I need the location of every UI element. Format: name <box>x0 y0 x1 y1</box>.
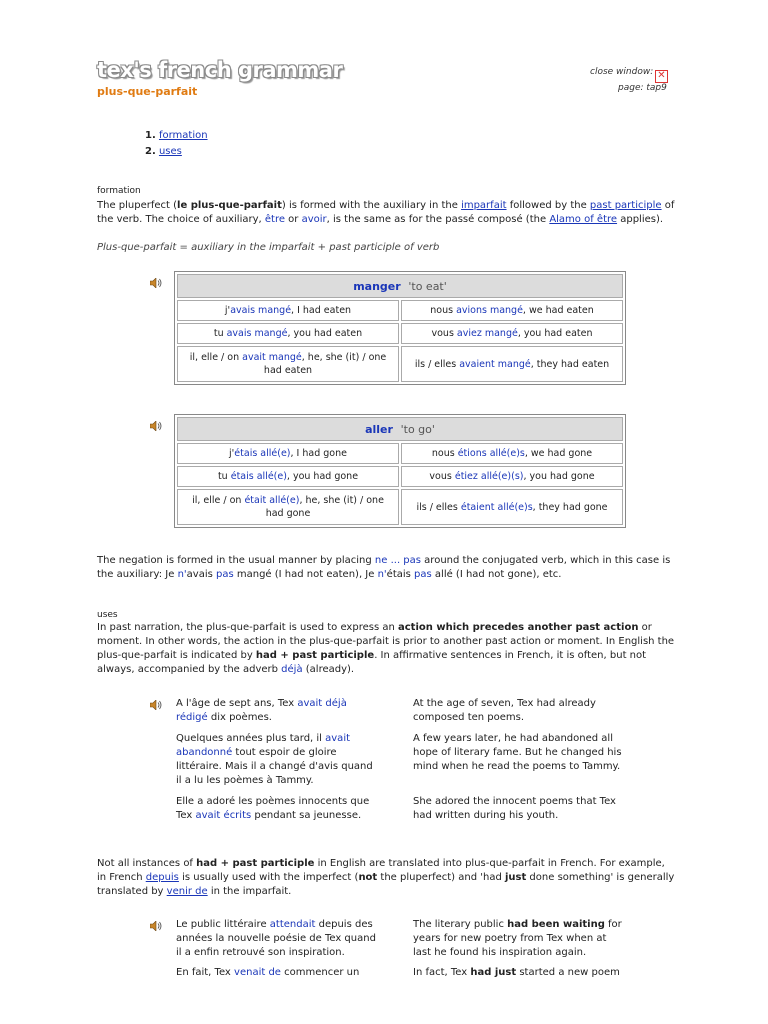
close-window-label: close window: <box>590 67 654 77</box>
table-cell: vous étiez allé(e)(s), you had gone <box>401 466 623 487</box>
example-french: A l'âge de sept ans, Tex avait déjà rédigé dix poèmes. <box>176 698 347 723</box>
link-venir-de[interactable]: venir de <box>166 886 208 897</box>
table-cell: j'avais mangé, I had eaten <box>177 300 399 321</box>
example-english: The literary public had been waiting for years for new poetry from Tex when at last he found his inspiration again. <box>413 919 622 958</box>
table-cell: il, elle / on avait mangé, he, she (it) / one had eaten <box>177 346 399 382</box>
toc-item <box>145 128 208 144</box>
example-english: In fact, Tex had just started a new poem <box>413 967 620 978</box>
table-cell: ils / elles avaient mangé, they had eaten <box>401 346 623 382</box>
table-of-contents <box>145 128 208 160</box>
speaker-icon[interactable] <box>150 278 162 288</box>
example-french: Le public littéraire attendait depuis des années la nouvelle poésie de Tex quand il a enfin retrouvé son inspiration. <box>176 919 376 958</box>
table-cell: il, elle / on était allé(e), he, she (it) / one had gone <box>177 489 399 525</box>
toc-link-uses[interactable]: uses <box>158 146 182 157</box>
conjugation-table-aller <box>174 414 626 528</box>
example-french: En fait, Tex venait de commencer un <box>176 967 360 978</box>
link-depuis[interactable]: depuis <box>145 872 179 883</box>
link-alamo-of-etre[interactable]: Alamo of être <box>549 214 618 225</box>
toc-link-formation[interactable]: formation <box>158 130 208 141</box>
example-french: Elle a adoré les poèmes innocents que Tex avait écrits pendant sa jeunesse. <box>176 796 370 821</box>
table-header: manger 'to eat' <box>177 274 623 298</box>
table-cell: nous avions mangé, we had eaten <box>401 300 623 321</box>
speaker-icon[interactable] <box>150 700 162 710</box>
table-header: aller 'to go' <box>177 417 623 441</box>
table-cell: nous étions allé(e)s, we had gone <box>401 443 623 464</box>
example-english: She adored the innocent poems that Tex had written during his youth. <box>413 796 616 821</box>
table-cell: tu étais allé(e), you had gone <box>177 466 399 487</box>
table-cell: j'étais allé(e), I had gone <box>177 443 399 464</box>
formula: Plus-que-parfait = auxiliary in the imparfait + past participle of verb <box>97 242 440 253</box>
table-cell: tu avais mangé, you had eaten <box>177 323 399 344</box>
speaker-icon[interactable] <box>150 421 162 431</box>
example-french: Quelques années plus tard, il avait abandonné tout espoir de gloire littéraire. Mais il a changé d'avis quand il a lu les poèmes à Tammy. <box>176 733 373 786</box>
page-indicator: page: tap9 <box>618 83 667 93</box>
close-icon[interactable]: ✕ <box>655 70 668 83</box>
toc-number: 2. <box>145 146 156 157</box>
toc-item <box>145 144 208 160</box>
uses-paragraph: In past narration, the plus-que-parfait is used to express an action which precedes another past action or moment. In other words, the action in the plus-que-parfait is prior to another past action or moment. In English the plus-que-parfait is indicated by had + past participle. In affirmative sentences in French, it is often, but not always, accompanied by the adverb déjà (already). <box>97 622 675 675</box>
toc-number: 1. <box>145 130 156 141</box>
section-heading-uses: uses <box>97 610 118 620</box>
depuis-paragraph: Not all instances of had + past participle in English are translated into plus-que-parfait in French. For example, in French depuis is usually used with the imperfect (not the pluperfect) and 'had just done something' is generally translated by venir de in the imparfait. <box>97 858 675 897</box>
section-heading-formation: formation <box>97 186 141 196</box>
site-logo: tex's french grammar <box>97 58 343 82</box>
negation-paragraph: The negation is formed in the usual manner by placing ne ... pas around the conjugated verb, which in this case is the auxiliary: Je n'avais pas mangé (I had not eaten), Je n'étais pas allé (I had not gone), etc. <box>97 555 671 580</box>
example-english: A few years later, he had abandoned all hope of literary fame. But he changed his mind when he read the poems to Tammy. <box>413 733 622 772</box>
speaker-icon[interactable] <box>150 921 162 931</box>
conjugation-table-manger <box>174 271 626 385</box>
table-cell: ils / elles étaient allé(e)s, they had gone <box>401 489 623 525</box>
page-title: plus-que-parfait <box>97 85 198 98</box>
link-imparfait[interactable]: imparfait <box>461 200 507 211</box>
formation-paragraph: The pluperfect (le plus-que-parfait) is formed with the auxiliary in the imparfait followed by the past participle of the verb. The choice of auxiliary, être or avoir, is the same as for the passé composé (the Alamo of être applies). <box>97 200 675 225</box>
table-cell: vous aviez mangé, you had eaten <box>401 323 623 344</box>
example-english: At the age of seven, Tex had already composed ten poems. <box>413 698 596 723</box>
link-past-participle[interactable]: past participle <box>589 200 662 211</box>
